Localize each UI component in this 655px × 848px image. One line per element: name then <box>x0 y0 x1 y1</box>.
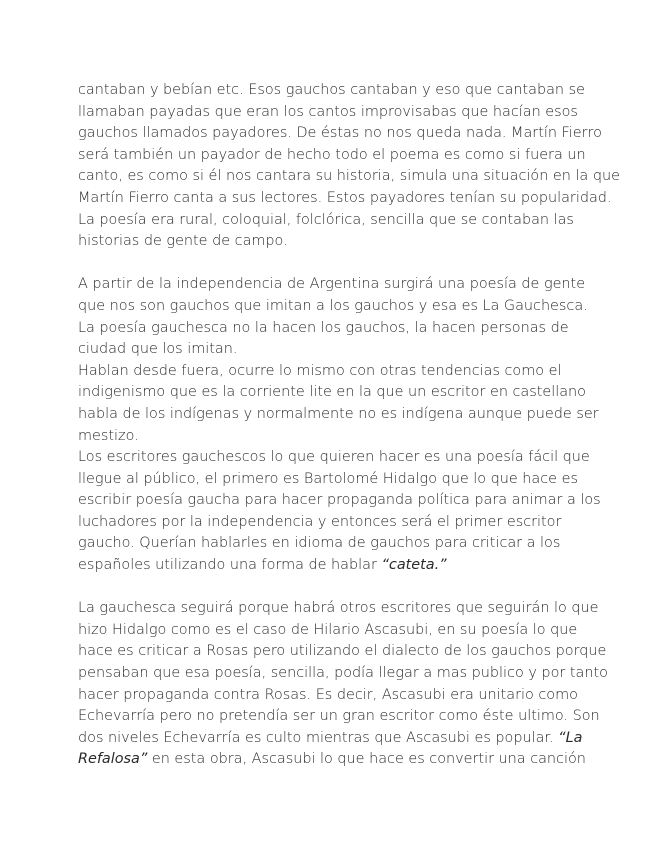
text-line: que nos son gauchos que imitan a los gauchos y esa es La Gauchesca. <box>78 297 588 314</box>
text-line <box>78 555 578 577</box>
paragraph-1 <box>78 80 620 253</box>
text-normal: españoles utilizando una forma de hablar <box>78 557 382 574</box>
text-line: A partir de la independencia de Argentina surgirá una poesía de gente <box>78 276 586 293</box>
text-line: gauchos llamados payadores. De éstas no nos queda nada. Martín Fierro <box>78 125 602 142</box>
text-line: luchadores por la independencia y entonces será el primer escritor <box>78 513 562 530</box>
text-line: cantaban y bebían etc. Esos gauchos cantaban y eso que cantaban se <box>78 82 585 98</box>
text-line: hace es criticar a Rosas pero utilizando el dialecto de los gauchos porque <box>78 643 607 660</box>
work-title: Refalosa” <box>78 751 148 768</box>
text-line: Los escritores gauchescos lo que quieren hacer es una poesía fácil que <box>78 449 590 466</box>
text-line: La poesía gauchesca no la hacen los gauchos, la hacen personas de <box>78 319 569 336</box>
text-line: hizo Hidalgo como es el caso de Hilario Ascasubi, en su poesía lo que <box>78 621 578 638</box>
text-line: ciudad que los imitan. <box>78 341 238 358</box>
text-line: pensaban que esa poesía, sencilla, podía llegar a mas publico y por tanto <box>78 665 608 682</box>
text-normal: dos niveles Echevarría es culto mientras que Ascasubi es popular. <box>78 729 559 746</box>
text-line: llamaban payadas que eran los cantos improvisabas que hacían esos <box>78 103 578 120</box>
paragraph-3 <box>78 598 608 771</box>
text-line: Echevarría pero no pretendía ser un gran escritor como éste ultimo. Son <box>78 708 600 725</box>
text-line: habla de los indígenas y normalmente no es indígena aunque puede ser <box>78 405 599 422</box>
text-line: canto, es como si él nos cantara su historia, simula una situación en la que <box>78 168 620 185</box>
text-line: gaucho. Querían hablarles en idioma de gauchos para criticar a los <box>78 535 561 552</box>
document-page <box>78 80 620 771</box>
text-line: Martín Fierro canta a sus lectores. Estos payadores tenían su popularidad. <box>78 189 612 206</box>
text-normal: en esta obra, Ascasubi lo que hace es convertir una canción <box>147 751 586 768</box>
text-line: La gauchesca seguirá porque habrá otros escritores que seguirán lo que <box>78 600 599 617</box>
text-line: historias de gente de campo. <box>78 233 288 250</box>
text-line: será también un payador de hecho todo el poema es como si fuera un <box>78 146 586 163</box>
paragraph-gap <box>78 577 578 599</box>
text-line <box>78 749 586 771</box>
quoted-term: “cateta.” <box>381 557 447 574</box>
text-line: Hablan desde fuera, ocurre lo mismo con otras tendencias como el <box>78 362 562 379</box>
text-line: mestizo. <box>78 427 139 444</box>
text-line: indigenismo que es la corriente lite en la que un escritor en castellano <box>78 384 586 401</box>
text-line: escribir poesía gaucha para hacer propaganda política para animar a los <box>78 492 601 509</box>
paragraph-gap <box>78 253 578 275</box>
text-line <box>78 728 583 750</box>
text-line: hacer propaganda contra Rosas. Es decir, Ascasubi era unitario como <box>78 686 578 703</box>
text-line: La poesía era rural, coloquial, folclórica, sencilla que se contaban las <box>78 211 574 228</box>
text-line: llegue al público, el primero es Bartolomé Hidalgo que lo que hace es <box>78 470 578 487</box>
paragraph-2 <box>78 274 601 576</box>
work-title: “La <box>558 729 583 746</box>
